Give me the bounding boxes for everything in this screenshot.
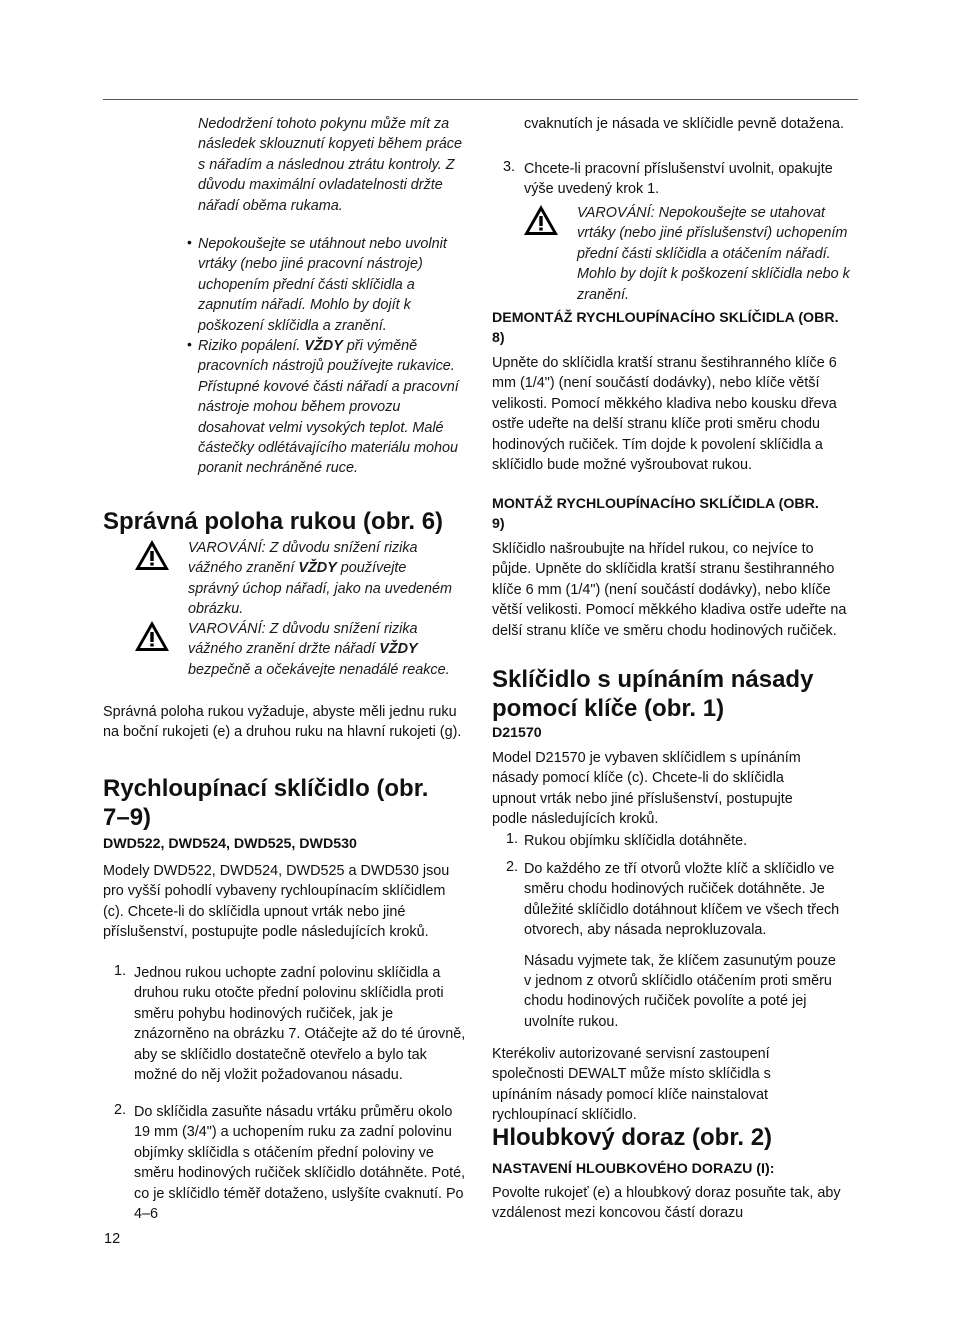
warning-body: Nepokoušejte se utahovat vrtáky (nebo jiné příslušenství) uchopením přední části sklíčidla a otáčením nářadí. Mohlo by dojít k poškození sklíčidla nebo k zranění.: [577, 205, 850, 303]
section-heading-quick-chuck: Rychloupínací sklíčidlo (obr. 7–9): [103, 775, 429, 831]
continuation-text: cvaknutích je násada ve sklíčidle pevně dotažena.: [524, 116, 844, 132]
page-number: 12: [104, 1231, 121, 1247]
warning-text-a: Z důvodu snížení rizika vážného zranění držte nářadí: [188, 621, 418, 658]
step-text: Chcete-li pracovní příslušenství uvolnit, opakujte výše uvedený krok 1.: [524, 161, 833, 198]
bullet-item: [187, 336, 467, 479]
numbered-step: [114, 963, 466, 1085]
numbered-step: [114, 1102, 466, 1224]
warning-text: [188, 619, 456, 680]
step-number: 3.: [503, 159, 516, 175]
service-paragraph: Kterékoliv autorizované servisní zastoupení společnosti DEWALT může místo sklíčidla s upínáním násady pomocí klíče nainstalovat rychloupínací sklíčidlo.: [492, 1046, 771, 1124]
warning-emphasis: VŽDY: [298, 560, 337, 577]
model-d-heading: D21570: [492, 725, 542, 741]
warning-text-a: Z důvodu snížení rizika vážného zranění: [188, 540, 418, 577]
warning-triangle-icon: [133, 538, 171, 572]
section-heading-depth: Hloubkový doraz (obr. 2): [492, 1124, 773, 1151]
bullet-item: [187, 234, 467, 336]
depth-subheading: NASTAVENÍ HLOUBKOVÉHO DORAZU (I):: [492, 1161, 775, 1177]
demont-paragraph: Upněte do sklíčidla kratší stranu šestihranného klíče 6 mm (1/4") (není součástí dodávky), nebo klíče větší velikosti. Pomocí měkkého kladiva nebo kousku dřeva ostře udeřte na delší stranu klíče proti směru chodu hodinových ručiček. Tím dojde k povolení sklíčidla a sklíčidlo bude možné vyšroubovat rukou.: [492, 355, 837, 474]
grip-paragraph: Správná poloha rukou vyžaduje, abyste měli jednu ruku na boční rukojeti (e) a druhou ruku na hlavní rukojeti (g).: [103, 704, 462, 741]
step-text: Do každého ze tří otvorů vložte klíč a sklíčidlo ve směru chodu hodinových ručiček dotáhněte. Je důležité sklíčidlo dotáhnout klíčem ve všech třech otvorech, aby násada neprokluzovala.: [524, 861, 840, 939]
depth-paragraph: Povolte rukojeť (e) a hloubkový doraz posuňte tak, aby vzdálenost mezi koncovou částí dorazu: [492, 1185, 841, 1222]
section-heading-grip: Správná poloha rukou (obr. 6): [103, 508, 444, 535]
demont-heading: DEMONTÁŽ RYCHLOUPÍNACÍHO SKLÍČIDLA (OBR. 8): [492, 310, 839, 346]
step-text: Do sklíčidla zasuňte násadu vrtáku průměru okolo 19 mm (3/4") a uchopením ruku za zadní polovinu objímky sklíčidla s otáčením přední poloviny ve směru hodinových ručiček sklíčidlo dotáhněte. Poté, co je sklíčidlo téměř dotaženo, uslyšíte cvaknutí. Po 4–6: [134, 1104, 466, 1223]
models-paragraph: Modely DWD522, DWD524, DWD525 a DWD530 jsou pro vyšší pohodlí vybaveny rychloupínacím sklíčidlem (c). Chcete-li do sklíčidla upnout vrták nebo jiné příslušenství, postupujte podle následujících kroků.: [103, 863, 450, 941]
montaz-heading: MONTÁŽ RYCHLOUPÍNACÍHO SKLÍČIDLA (OBR. 9): [492, 496, 819, 532]
section-heading-key-chuck: Sklíčidlo s upínáním násady pomocí klíče (obr. 1): [492, 666, 814, 722]
bullet-text: [198, 336, 467, 479]
warning-triangle-icon: [133, 619, 171, 653]
step-text-continued: Násadu vyjmete tak, že klíčem zasunutým pouze v jednom z otvorů sklíčidlo otáčením proti směru chodu hodinových ručiček povolíte a poté jej uvolníte rukou.: [524, 952, 836, 1030]
step-text: Jednou rukou uchopte zadní polovinu sklíčidla a druhou ruku otočte přední polovinu sklíčidla proti směru pohybu hodinových ručiček, jak je znázorněno na obrázku 7. Otáčejte až do té úrovně, aby se sklíčidlo dostatečně otevřelo a bylo tak možné do něj vložit požadovanou násadu.: [134, 965, 466, 1084]
header-rule: [103, 99, 858, 100]
warning-text-c: bezpečně a očekávejte nenadálé reakce.: [188, 661, 450, 678]
step-number: 2.: [114, 1102, 127, 1118]
warning-text-c: používejte správný úchop nářadí, jako na uvedeném obrázku.: [188, 560, 452, 618]
step-text: Rukou objímku sklíčidla dotáhněte.: [524, 833, 748, 849]
bullet-text: Nepokoušejte se utáhnout nebo uvolnit vrtáky (nebo jiné pracovní nástroje) uchopením přední části sklíčidla a zapnutím nářadí. Mohlo by dojít k poškození sklíčidla a zranění.: [198, 236, 447, 334]
montaz-paragraph: Sklíčidlo našroubujte na hřídel rukou, co nejvíce to půjde. Upněte do sklíčidla kratší stranu šestihranného klíče 6 mm (1/4") (není součástí dodávky), nebo klíče větší velikosti. Pomocí měkkého kladiva ostře udeřte na delší stranu klíče ve směru chodu hodinových ručiček.: [492, 541, 847, 639]
bullet-emphasis: VŽDY: [304, 338, 343, 354]
step-number: 1.: [114, 963, 127, 979]
numbered-step: [503, 159, 853, 200]
warning-text: [188, 538, 456, 620]
warning-emphasis: VŽDY: [379, 641, 418, 658]
key-paragraph: Model D21570 je vybaven sklíčidlem s upínáním násady pomocí klíče (c). Chcete-li do sklíčidla upnout vrták nebo jiné příslušenství, postupujte podle následujících kroků.: [492, 750, 801, 828]
warning-label: VAROVÁNÍ:: [188, 621, 266, 637]
intro-warning-text: Nedodržení tohoto pokynu může mít za následek sklouznutí kopyeti během práce s nářadím a následnou ztrátu kontroly. Z důvodu maximální ovladatelnosti držte nářadí oběma rukama.: [198, 116, 462, 214]
numbered-step: [506, 831, 846, 851]
step-number: 1.: [506, 831, 519, 847]
models-heading: DWD522, DWD524, DWD525, DWD530: [103, 836, 357, 852]
numbered-step: [506, 859, 846, 1032]
warning-text: [577, 203, 857, 305]
warning-label: VAROVÁNÍ:: [188, 540, 266, 556]
bullet-text-a: Riziko popálení.: [198, 338, 305, 354]
step-number: 2.: [506, 859, 519, 875]
bullet-text-c: při výměně pracovních nástrojů používejte rukavice. Přístupné kovové části nářadí a pracovní nástroje mohou během provozu dosahovat velmi vysokých teplot. Malé částečky odlétávajícího materiálu mohou poranit nechráněné ruce.: [198, 338, 459, 477]
warning-triangle-icon: [522, 203, 560, 237]
bullet-dot: •: [187, 234, 192, 250]
warning-label: VAROVÁNÍ:: [577, 205, 655, 221]
bullet-dot: •: [187, 336, 192, 352]
